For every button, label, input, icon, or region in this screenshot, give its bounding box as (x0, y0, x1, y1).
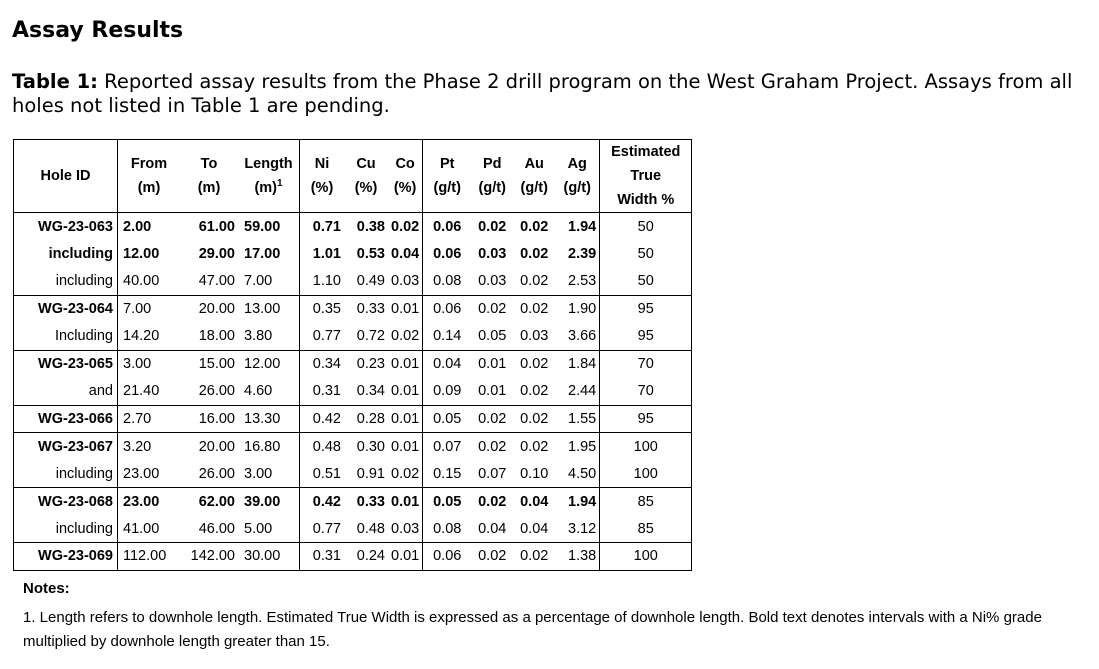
table-caption (12, 70, 1092, 118)
table-row (14, 240, 692, 268)
cell-length: 12.00 (238, 350, 300, 378)
table-row (14, 433, 692, 461)
cell-ag: 4.50 (568, 465, 597, 482)
footnote-marker: 1 (277, 178, 283, 189)
cell-to: 20.00 (180, 295, 238, 323)
header-ag: Ag (g/t) (555, 140, 600, 213)
cell-to: 46.00 (198, 520, 235, 537)
cell-cu: 0.33 (344, 488, 388, 516)
header-to: To (m) (180, 140, 238, 213)
cell-cu: 0.23 (344, 350, 388, 378)
cell-cu: 0.48 (356, 520, 385, 537)
cell-length: 4.60 (244, 383, 273, 399)
cell-hole-id: WG-23-064 (14, 295, 118, 323)
cell-hole-id: WG-23-066 (14, 405, 118, 433)
cell-ni: 0.51 (300, 460, 345, 488)
header-ni: Ni (%) (300, 140, 345, 213)
cell-co: 0.02 (391, 328, 420, 344)
cell-ni: 0.35 (300, 295, 345, 323)
cell-ni: 0.42 (300, 488, 345, 516)
cell-ag: 2.53 (568, 273, 597, 289)
cell-cu: 0.91 (356, 465, 385, 482)
cell-pt: 0.06 (423, 213, 472, 241)
cell-co: 0.01 (388, 488, 423, 516)
header-co: Co (%) (388, 140, 423, 213)
cell-length: 3.00 (244, 465, 273, 482)
cell-au: 0.02 (520, 383, 549, 399)
cell-ag: 1.94 (555, 488, 600, 516)
cell-pd: 0.02 (471, 488, 513, 516)
cell-pt: 0.06 (423, 543, 472, 571)
cell-length: 13.00 (238, 295, 300, 323)
cell-co: 0.04 (391, 245, 420, 262)
cell-ni: 0.31 (300, 378, 345, 406)
cell-co: 0.01 (388, 405, 423, 433)
cell-pd: 0.01 (471, 350, 513, 378)
cell-length: 3.80 (244, 328, 273, 344)
cell-co: 0.02 (391, 465, 420, 482)
cell-pd: 0.04 (478, 520, 507, 537)
cell-pt: 0.06 (423, 295, 472, 323)
cell-au: 0.02 (513, 543, 555, 571)
cell-ni: 1.01 (300, 240, 345, 268)
cell-au: 0.04 (513, 488, 555, 516)
cell-co: 0.01 (388, 295, 423, 323)
cell-pd: 0.03 (478, 273, 507, 289)
cell-from: 23.00 (118, 460, 181, 488)
cell-cu: 0.30 (344, 433, 388, 461)
cell-pt: 0.04 (423, 350, 472, 378)
cell-ni: 1.10 (300, 268, 345, 296)
cell-ag: 1.95 (555, 433, 600, 461)
table-row (14, 323, 692, 351)
cell-ag: 3.66 (568, 328, 597, 344)
table-row (14, 268, 692, 296)
cell-estimated-true-width: 100 (600, 543, 692, 571)
table-row (14, 488, 692, 516)
cell-ni: 0.77 (300, 515, 345, 543)
header-length: Length $(m)^1$ (238, 140, 300, 213)
cell-to: 20.00 (180, 433, 238, 461)
cell-estimated-true-width: 85 (600, 488, 692, 516)
assay-results-table (13, 139, 692, 571)
cell-au: 0.02 (513, 350, 555, 378)
cell-ag: 2.44 (568, 383, 597, 399)
cell-ag: 1.84 (555, 350, 600, 378)
cell-co: 0.01 (391, 383, 420, 399)
cell-estimated-true-width: 95 (600, 323, 692, 351)
cell-length: 17.00 (244, 245, 281, 262)
table-row (14, 378, 692, 406)
cell-co: 0.03 (391, 273, 420, 289)
cell-cu: 0.72 (356, 328, 385, 344)
cell-estimated-true-width: 95 (600, 405, 692, 433)
table-row (14, 295, 692, 323)
table-header-row (14, 140, 692, 213)
cell-estimated-true-width: 95 (600, 295, 692, 323)
cell-ag: 1.55 (555, 405, 600, 433)
cell-length: 13.30 (238, 405, 300, 433)
cell-length: 16.80 (238, 433, 300, 461)
cell-ni: 0.42 (300, 405, 345, 433)
cell-pd: 0.02 (471, 295, 513, 323)
cell-cu: 0.33 (344, 295, 388, 323)
cell-to: 62.00 (180, 488, 238, 516)
cell-pd: 0.02 (471, 433, 513, 461)
cell-length: 39.00 (238, 488, 300, 516)
table-row (14, 543, 692, 571)
table-caption-text: Reported assay results from the Phase 2 drill program on the West Graham Project. Assays from all holes not listed in Table 1 are pending. (12, 70, 1073, 117)
cell-au: 0.02 (520, 273, 549, 289)
cell-ag: 3.12 (568, 520, 597, 537)
cell-from: 3.00 (118, 350, 181, 378)
cell-ni: 0.48 (300, 433, 345, 461)
header-pd: Pd (g/t) (471, 140, 513, 213)
cell-ni: 0.71 (300, 213, 345, 241)
cell-from: 7.00 (118, 295, 181, 323)
header-au: Au (g/t) (513, 140, 555, 213)
cell-au: 0.04 (520, 520, 549, 537)
cell-length: 7.00 (244, 273, 273, 289)
cell-pd: 0.07 (478, 465, 507, 482)
cell-hole-id: WG-23-068 (14, 488, 118, 516)
table-body (14, 213, 692, 571)
cell-hole-id: WG-23-065 (14, 350, 118, 378)
cell-to: 29.00 (198, 245, 235, 262)
cell-estimated-true-width: 50 (600, 240, 692, 268)
cell-hole-id: WG-23-067 (14, 433, 118, 461)
cell-au: 0.10 (520, 465, 549, 482)
cell-estimated-true-width: 70 (600, 350, 692, 378)
cell-cu: 0.28 (344, 405, 388, 433)
cell-to: 61.00 (198, 218, 235, 235)
cell-hole-id: and (88, 383, 113, 399)
cell-from: 41.00 (118, 515, 181, 543)
notes-title: Notes: (23, 580, 70, 597)
cell-hole-id: including (55, 273, 113, 289)
cell-from: 2.00 (118, 213, 181, 241)
cell-estimated-true-width: 50 (600, 268, 692, 296)
cell-to: 15.00 (180, 350, 238, 378)
cell-pd: 0.03 (478, 245, 507, 262)
table-row (14, 405, 692, 433)
cell-au: 0.02 (513, 405, 555, 433)
cell-au: 0.03 (520, 328, 549, 344)
table-row (14, 350, 692, 378)
cell-to: 47.00 (198, 273, 235, 289)
cell-estimated-true-width: 50 (600, 213, 692, 241)
cell-from: 12.00 (118, 240, 181, 268)
table-row (14, 213, 692, 241)
cell-ag: 1.38 (555, 543, 600, 571)
cell-pt: 0.05 (423, 488, 472, 516)
table-row (14, 515, 692, 543)
header-cu: Cu (%) (344, 140, 388, 213)
cell-pt: 0.07 (423, 433, 472, 461)
cell-estimated-true-width: 100 (600, 433, 692, 461)
cell-co: 0.01 (388, 350, 423, 378)
cell-hole-id: including (48, 245, 113, 262)
cell-to: 26.00 (198, 383, 235, 399)
header-hole-id: Hole ID (14, 140, 118, 213)
cell-estimated-true-width: 70 (600, 378, 692, 406)
cell-hole-id: WG-23-063 (38, 218, 113, 235)
cell-from: 40.00 (118, 268, 181, 296)
cell-au: 0.02 (513, 433, 555, 461)
cell-hole-id: including (55, 465, 113, 482)
cell-pd: 0.02 (471, 543, 513, 571)
cell-ni: 0.34 (300, 350, 345, 378)
cell-to: 18.00 (198, 328, 235, 344)
cell-pt: 0.14 (423, 323, 472, 351)
cell-cu: 0.24 (344, 543, 388, 571)
cell-from: 21.40 (118, 378, 181, 406)
cell-cu: 0.53 (356, 245, 385, 262)
cell-to: 26.00 (198, 465, 235, 482)
cell-from: 3.20 (118, 433, 181, 461)
cell-cu: 0.38 (356, 218, 385, 235)
cell-au: 0.02 (513, 295, 555, 323)
cell-length: 30.00 (238, 543, 300, 571)
cell-pd: 0.02 (471, 405, 513, 433)
cell-length: 5.00 (244, 520, 273, 537)
cell-estimated-true-width: 85 (600, 515, 692, 543)
section-heading: Assay Results (12, 18, 184, 43)
cell-pt: 0.06 (423, 240, 472, 268)
cell-co: 0.02 (391, 218, 420, 235)
cell-co: 0.03 (391, 520, 420, 537)
cell-from: 23.00 (118, 488, 181, 516)
cell-pt: 0.09 (423, 378, 472, 406)
cell-cu: 0.49 (356, 273, 385, 289)
cell-hole-id: Including (54, 328, 113, 344)
cell-ni: 0.77 (300, 323, 345, 351)
cell-ag: 2.39 (568, 245, 597, 262)
cell-pt: 0.08 (423, 515, 472, 543)
cell-length: 59.00 (244, 218, 281, 235)
cell-ag: 1.90 (555, 295, 600, 323)
cell-cu: 0.34 (356, 383, 385, 399)
cell-pt: 0.08 (423, 268, 472, 296)
cell-pd: 0.02 (478, 218, 507, 235)
cell-au: 0.02 (520, 245, 549, 262)
cell-from: 2.70 (118, 405, 181, 433)
header-pt: Pt (g/t) (423, 140, 472, 213)
cell-ag: 1.94 (568, 218, 597, 235)
cell-to: 142.00 (180, 543, 238, 571)
table-caption-label: Table 1: (12, 70, 98, 93)
table-row (14, 460, 692, 488)
cell-pd: 0.05 (478, 328, 507, 344)
cell-au: 0.02 (520, 218, 549, 235)
cell-co: 0.01 (388, 433, 423, 461)
cell-ni: 0.31 (300, 543, 345, 571)
cell-co: 0.01 (388, 543, 423, 571)
cell-hole-id: WG-23-069 (14, 543, 118, 571)
header-estimated-true-width: Estimated True Width % (600, 140, 692, 213)
cell-pd: 0.01 (478, 383, 507, 399)
cell-estimated-true-width: 100 (600, 460, 692, 488)
cell-from: 14.20 (118, 323, 181, 351)
header-from: From (m) (118, 140, 181, 213)
cell-hole-id: including (55, 520, 113, 537)
table-header (14, 140, 692, 213)
cell-to: 16.00 (180, 405, 238, 433)
note-item: 1. Length refers to downhole length. Estimated True Width is expressed as a percentage of downhole length. Bold text denotes intervals with a Ni% grade multiplied by downhole length greater than 15. (23, 609, 1042, 650)
cell-pt: 0.05 (423, 405, 472, 433)
cell-pt: 0.15 (423, 460, 472, 488)
cell-from: 112.00 (118, 543, 181, 571)
